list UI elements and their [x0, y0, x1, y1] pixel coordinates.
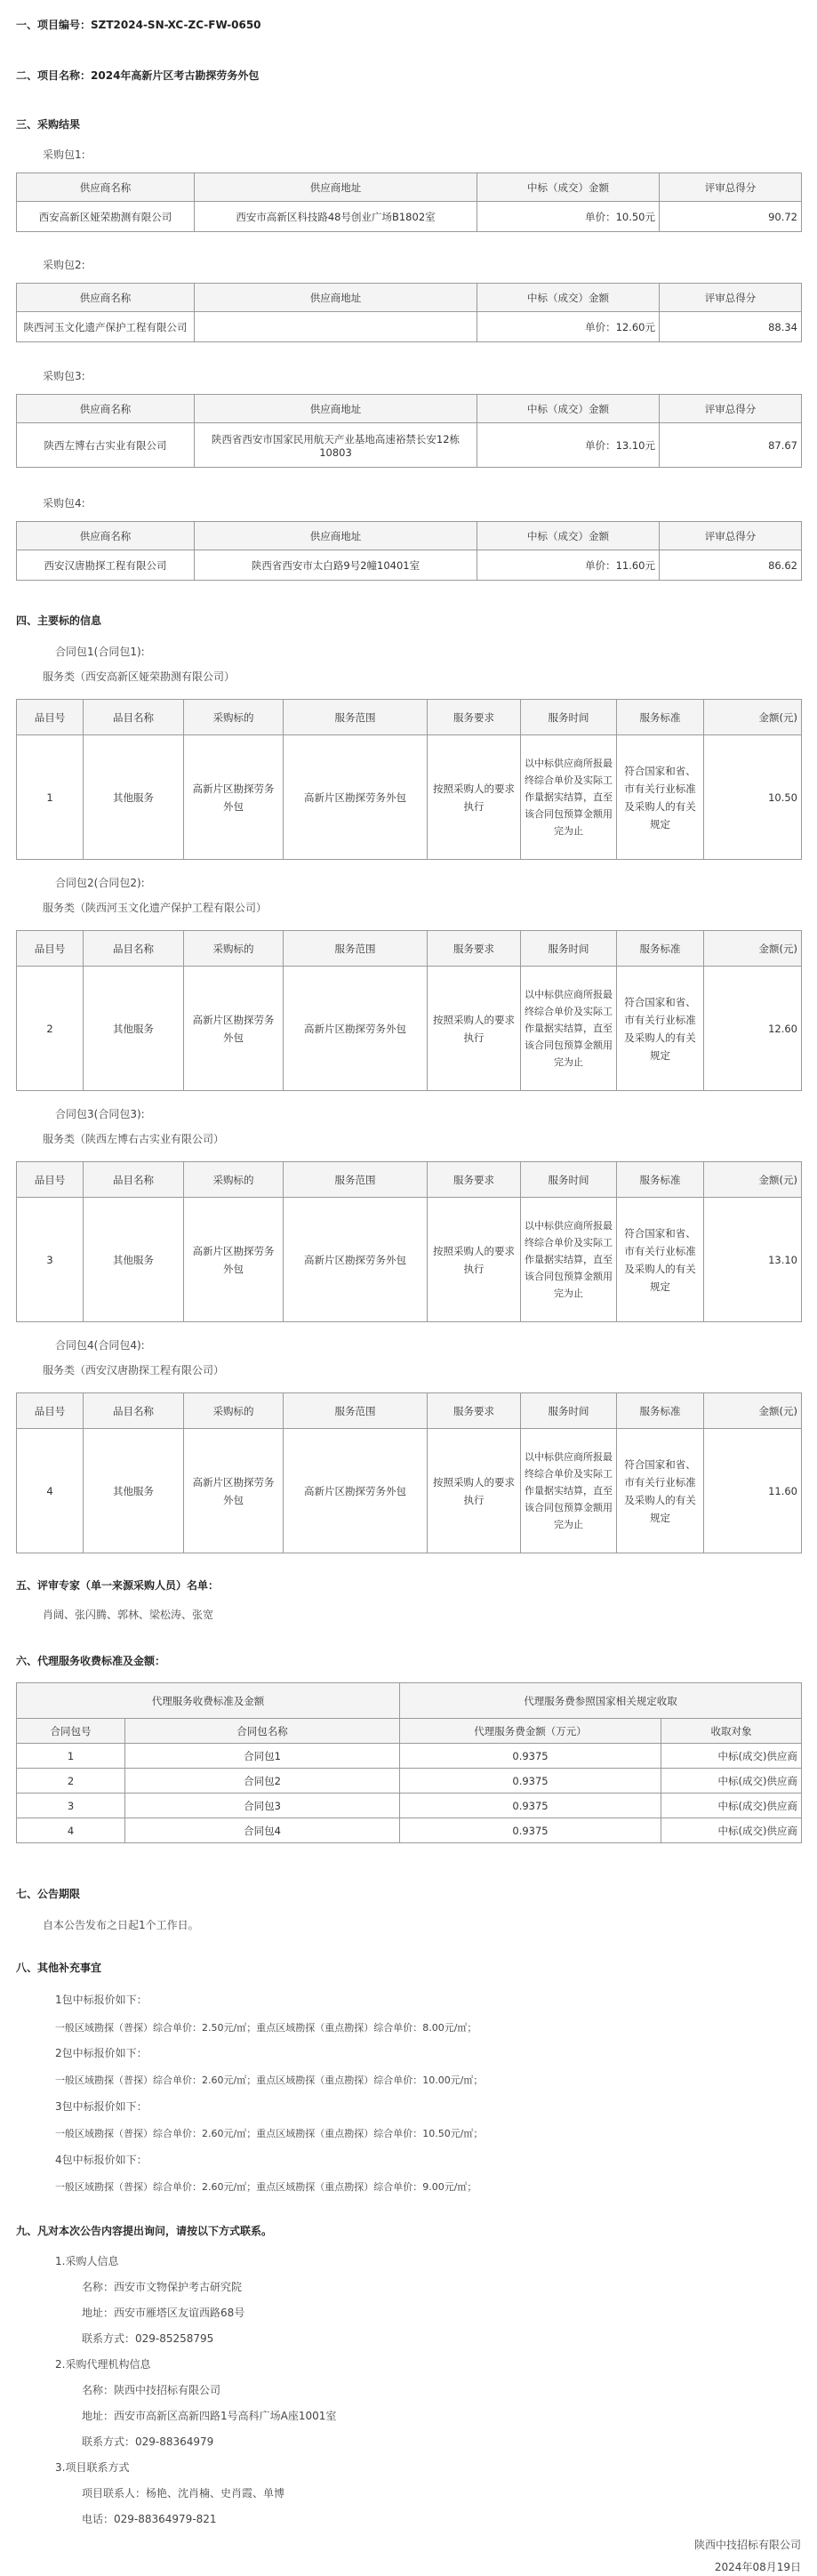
table-row	[17, 202, 802, 232]
header-service-time: 服务时间	[521, 1393, 617, 1429]
item-no: 1	[17, 735, 84, 860]
header-supplier-name: 供应商名称	[17, 284, 195, 312]
header-supplier-address: 供应商地址	[195, 173, 477, 202]
supplement-item-head: 1包中标报价如下：	[55, 1994, 148, 2006]
header-scope: 服务范围	[284, 1162, 428, 1198]
header-standard: 服务标准	[617, 700, 704, 735]
item-target: 高新片区勘探劳务外包	[184, 1429, 284, 1553]
contract-subtitle: 服务类（西安高新区娅荣勘测有限公司）	[43, 670, 236, 683]
fee-contract-name: 合同包2	[125, 1769, 400, 1794]
table-row	[17, 967, 802, 1091]
fee-group-left: 代理服务收费标准及金额	[17, 1683, 400, 1719]
header-item-no: 品目号	[17, 1162, 84, 1198]
supplement-item-head: 4包中标报价如下：	[55, 2154, 148, 2166]
item-scope: 高新片区勘探劳务外包	[284, 735, 428, 860]
contract-detail-table	[16, 1161, 802, 1322]
expert-list-title: 五、评审专家（单一来源采购人员）名单：	[16, 1579, 220, 1592]
item-requirement: 按照采购人的要求执行	[428, 735, 521, 860]
agent-name: 名称：陕西中技招标有限公司	[82, 2384, 221, 2396]
contract-label: 合同包2(合同包2):	[55, 877, 145, 889]
header-award-amount: 中标（成交）金额	[477, 522, 660, 550]
table-row	[17, 1744, 802, 1769]
item-requirement: 按照采购人的要求执行	[428, 967, 521, 1091]
item-service-time: 以中标供应商所报最终综合单价及实际工作量据实结算，直至该合同包预算金额用完为止	[521, 1429, 617, 1553]
contact-title: 九、凡对本次公告内容提出询问，请按以下方式联系。	[16, 2225, 273, 2237]
buyer-address: 地址：西安市雁塔区友谊西路68号	[82, 2307, 245, 2319]
contract-detail-table	[16, 1392, 802, 1553]
table-row	[17, 550, 802, 581]
header-contract-no: 合同包号	[17, 1719, 125, 1744]
package-result-table	[16, 283, 802, 342]
header-total-score: 评审总得分	[660, 173, 802, 202]
supplement-item-body: 一般区域勘探（普探）综合单价：2.60元/㎡；重点区域勘探（重点勘探）综合单价：10.00元/㎡；	[55, 2074, 484, 2086]
project-number-value: SZT2024-SN-XC-ZC-FW-0650	[91, 19, 261, 31]
header-requirement: 服务要求	[428, 931, 521, 967]
package-label: 采购包1:	[43, 148, 85, 161]
header-item-no: 品目号	[17, 700, 84, 735]
footer-date: 2024年08月19日	[714, 2561, 801, 2573]
header-item-name: 品目名称	[84, 700, 184, 735]
header-amount: 金额(元)	[704, 931, 802, 967]
supplement-item-body: 一般区域勘探（普探）综合单价：2.50元/㎡；重点区域勘探（重点勘探）综合单价：8.00元/㎡；	[55, 2022, 477, 2034]
table-row	[17, 312, 802, 342]
item-amount: 13.10	[704, 1198, 802, 1322]
header-scope: 服务范围	[284, 931, 428, 967]
notice-period-text: 自本公告发布之日起1个工作日。	[43, 1919, 199, 1931]
header-supplier-address: 供应商地址	[195, 284, 477, 312]
fee-target: 中标(成交)供应商	[661, 1794, 802, 1818]
supplier-address: 陕西省西安市国家民用航天产业基地高速裕禁长安12栋10803	[195, 423, 477, 468]
header-amount: 金额(元)	[704, 1162, 802, 1198]
project-contact-phone: 电话：029-88364979-821	[82, 2513, 217, 2525]
header-target: 采购标的	[184, 700, 284, 735]
supplier-name: 西安汉唐勘探工程有限公司	[17, 550, 195, 581]
fee-contract-no: 2	[17, 1769, 125, 1794]
table-row	[17, 423, 802, 468]
project-name-value: 2024年高新片区考古勘探劳务外包	[91, 69, 260, 82]
fee-amount: 0.9375	[400, 1744, 661, 1769]
header-scope: 服务范围	[284, 700, 428, 735]
item-requirement: 按照采购人的要求执行	[428, 1198, 521, 1322]
header-supplier-name: 供应商名称	[17, 395, 195, 423]
header-service-time: 服务时间	[521, 1162, 617, 1198]
award-amount: 单价：13.10元	[477, 423, 660, 468]
header-target: 采购标的	[184, 931, 284, 967]
supplement-item-head: 3包中标报价如下：	[55, 2100, 148, 2113]
header-requirement: 服务要求	[428, 1393, 521, 1429]
item-standard: 符合国家和省、市有关行业标准及采购人的有关规定	[617, 735, 704, 860]
notice-period-title: 七、公告期限	[16, 1888, 81, 1900]
total-score: 90.72	[660, 202, 802, 232]
header-award-amount: 中标（成交）金额	[477, 173, 660, 202]
agency-fee-table	[16, 1682, 802, 1843]
supplier-address	[195, 312, 477, 342]
header-standard: 服务标准	[617, 931, 704, 967]
package-result-table	[16, 521, 802, 581]
item-name: 其他服务	[84, 1429, 184, 1553]
header-award-amount: 中标（成交）金额	[477, 395, 660, 423]
table-row	[17, 1818, 802, 1843]
item-no: 3	[17, 1198, 84, 1322]
buyer-phone: 联系方式：029-85258795	[82, 2332, 214, 2345]
header-scope: 服务范围	[284, 1393, 428, 1429]
header-item-no: 品目号	[17, 1393, 84, 1429]
supplier-name: 陕西河玉文化遗产保护工程有限公司	[17, 312, 195, 342]
item-standard: 符合国家和省、市有关行业标准及采购人的有关规定	[617, 967, 704, 1091]
fee-target: 中标(成交)供应商	[661, 1744, 802, 1769]
header-supplier-name: 供应商名称	[17, 173, 195, 202]
item-target: 高新片区勘探劳务外包	[184, 967, 284, 1091]
table-row	[17, 1198, 802, 1322]
item-scope: 高新片区勘探劳务外包	[284, 1198, 428, 1322]
supplement-title: 八、其他补充事宜	[16, 1962, 102, 1974]
item-target: 高新片区勘探劳务外包	[184, 735, 284, 860]
header-fee-amount: 代理服务费金额（万元）	[400, 1719, 661, 1744]
contract-subtitle: 服务类（陕西左博右古实业有限公司）	[43, 1133, 225, 1145]
contract-subtitle: 服务类（西安汉唐勘探工程有限公司）	[43, 1364, 225, 1376]
header-standard: 服务标准	[617, 1162, 704, 1198]
item-standard: 符合国家和省、市有关行业标准及采购人的有关规定	[617, 1198, 704, 1322]
header-supplier-address: 供应商地址	[195, 522, 477, 550]
item-no: 4	[17, 1429, 84, 1553]
item-service-time: 以中标供应商所报最终综合单价及实际工作量据实结算，直至该合同包预算金额用完为止	[521, 967, 617, 1091]
project-name-line	[16, 67, 259, 84]
fee-contract-no: 4	[17, 1818, 125, 1843]
total-score: 88.34	[660, 312, 802, 342]
footer-company: 陕西中技招标有限公司	[693, 2539, 801, 2551]
project-name-label: 二、项目名称：	[16, 69, 92, 82]
project-number-line	[16, 16, 261, 34]
total-score: 87.67	[660, 423, 802, 468]
header-award-amount: 中标（成交）金额	[477, 284, 660, 312]
supplier-address: 西安市高新区科技路48号创业广场B1802室	[195, 202, 477, 232]
fee-target: 中标(成交)供应商	[661, 1818, 802, 1843]
fee-contract-no: 3	[17, 1794, 125, 1818]
table-row	[17, 1794, 802, 1818]
header-item-name: 品目名称	[84, 931, 184, 967]
fee-amount: 0.9375	[400, 1794, 661, 1818]
item-scope: 高新片区勘探劳务外包	[284, 1429, 428, 1553]
project-number-label: 一、项目编号：	[16, 19, 92, 31]
item-requirement: 按照采购人的要求执行	[428, 1429, 521, 1553]
contract-label: 合同包4(合同包4):	[55, 1339, 145, 1352]
fee-contract-name: 合同包3	[125, 1794, 400, 1818]
header-amount: 金额(元)	[704, 700, 802, 735]
table-row	[17, 735, 802, 860]
supplier-address: 陕西省西安市太白路9号2幢10401室	[195, 550, 477, 581]
main-subject-title: 四、主要标的信息	[16, 614, 102, 627]
contract-label: 合同包3(合同包3):	[55, 1108, 145, 1120]
package-label: 采购包3:	[43, 370, 85, 382]
header-contract-name: 合同包名称	[125, 1719, 400, 1744]
award-amount: 单价：11.60元	[477, 550, 660, 581]
header-fee-target: 收取对象	[661, 1719, 802, 1744]
fee-amount: 0.9375	[400, 1818, 661, 1843]
item-service-time: 以中标供应商所报最终综合单价及实际工作量据实结算，直至该合同包预算金额用完为止	[521, 735, 617, 860]
item-name: 其他服务	[84, 1198, 184, 1322]
package-result-table	[16, 394, 802, 468]
header-service-time: 服务时间	[521, 931, 617, 967]
header-target: 采购标的	[184, 1393, 284, 1429]
header-standard: 服务标准	[617, 1393, 704, 1429]
contract-detail-table	[16, 930, 802, 1091]
supplier-name: 西安高新区娅荣勘测有限公司	[17, 202, 195, 232]
fee-group-right: 代理服务费参照国家相关规定收取	[400, 1683, 802, 1719]
expert-names: 肖阔、张闪腾、郭林、梁松涛、张宽	[43, 1609, 214, 1621]
package-label: 采购包4:	[43, 497, 85, 510]
header-requirement: 服务要求	[428, 700, 521, 735]
header-target: 采购标的	[184, 1162, 284, 1198]
fee-contract-name: 合同包4	[125, 1818, 400, 1843]
item-name: 其他服务	[84, 967, 184, 1091]
agent-info-head: 2.采购代理机构信息	[55, 2358, 151, 2371]
header-requirement: 服务要求	[428, 1162, 521, 1198]
supplement-item-body: 一般区域勘探（普探）综合单价：2.60元/㎡；重点区域勘探（重点勘探）综合单价：10.50元/㎡；	[55, 2128, 484, 2139]
total-score: 86.62	[660, 550, 802, 581]
header-item-no: 品目号	[17, 931, 84, 967]
contract-subtitle: 服务类（陕西河玉文化遗产保护工程有限公司）	[43, 902, 268, 914]
fee-target: 中标(成交)供应商	[661, 1769, 802, 1794]
agency-fee-title: 六、代理服务收费标准及金额：	[16, 1655, 166, 1667]
project-contact-head: 3.项目联系方式	[55, 2461, 130, 2474]
award-amount: 单价：10.50元	[477, 202, 660, 232]
header-item-name: 品目名称	[84, 1162, 184, 1198]
procurement-result-title: 三、采购结果	[16, 118, 81, 131]
header-item-name: 品目名称	[84, 1393, 184, 1429]
table-row	[17, 1769, 802, 1794]
header-supplier-name: 供应商名称	[17, 522, 195, 550]
supplement-item-body: 一般区域勘探（普探）综合单价：2.60元/㎡；重点区域勘探（重点勘探）综合单价：9.00元/㎡；	[55, 2181, 477, 2193]
item-target: 高新片区勘探劳务外包	[184, 1198, 284, 1322]
fee-contract-no: 1	[17, 1744, 125, 1769]
contract-label: 合同包1(合同包1):	[55, 646, 145, 658]
package-result-table	[16, 173, 802, 232]
buyer-name: 名称：西安市文物保护考古研究院	[82, 2281, 243, 2293]
item-amount: 10.50	[704, 735, 802, 860]
item-amount: 12.60	[704, 967, 802, 1091]
item-scope: 高新片区勘探劳务外包	[284, 967, 428, 1091]
header-amount: 金额(元)	[704, 1393, 802, 1429]
award-amount: 单价：12.60元	[477, 312, 660, 342]
package-label: 采购包2:	[43, 259, 85, 271]
item-service-time: 以中标供应商所报最终综合单价及实际工作量据实结算，直至该合同包预算金额用完为止	[521, 1198, 617, 1322]
item-amount: 11.60	[704, 1429, 802, 1553]
header-total-score: 评审总得分	[660, 284, 802, 312]
header-total-score: 评审总得分	[660, 522, 802, 550]
agent-phone: 联系方式：029-88364979	[82, 2436, 214, 2448]
item-standard: 符合国家和省、市有关行业标准及采购人的有关规定	[617, 1429, 704, 1553]
contract-detail-table	[16, 699, 802, 860]
header-service-time: 服务时间	[521, 700, 617, 735]
buyer-info-head: 1.采购人信息	[55, 2255, 119, 2267]
table-row	[17, 1429, 802, 1553]
fee-amount: 0.9375	[400, 1769, 661, 1794]
header-total-score: 评审总得分	[660, 395, 802, 423]
project-contact-people: 项目联系人：杨艳、沈肖楠、史肖霞、单博	[82, 2487, 285, 2500]
fee-contract-name: 合同包1	[125, 1744, 400, 1769]
supplement-item-head: 2包中标报价如下：	[55, 2047, 148, 2059]
item-name: 其他服务	[84, 735, 184, 860]
agent-address: 地址：西安市高新区高新四路1号高科广场A座1001室	[82, 2410, 337, 2422]
supplier-name: 陕西左博右古实业有限公司	[17, 423, 195, 468]
header-supplier-address: 供应商地址	[195, 395, 477, 423]
item-no: 2	[17, 967, 84, 1091]
